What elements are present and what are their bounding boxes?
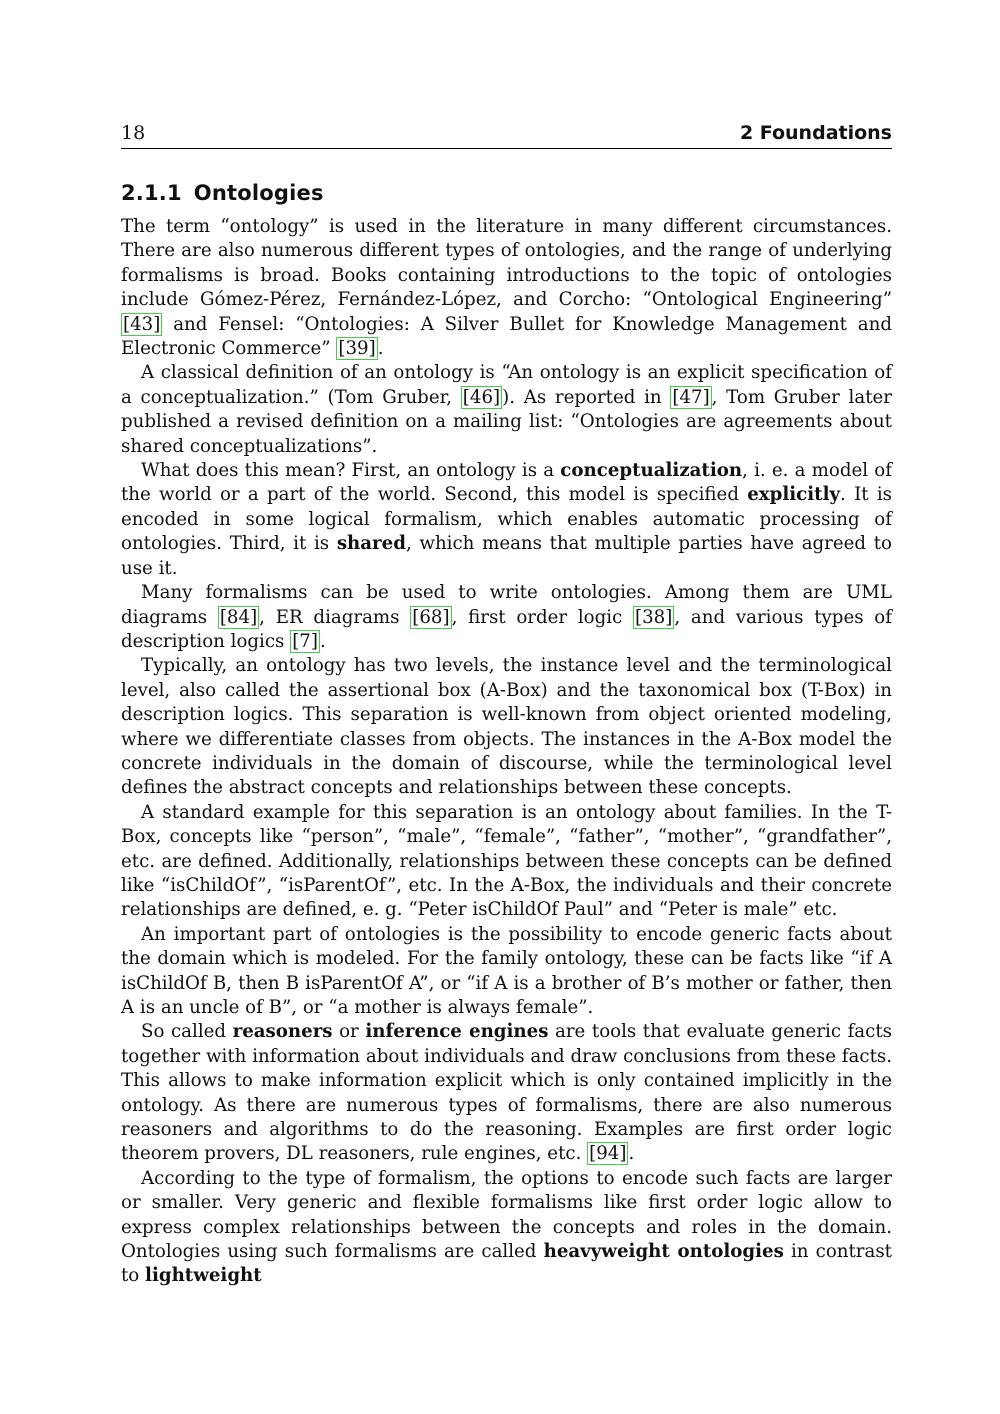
bold-term: lightweight <box>145 1265 262 1287</box>
text-run: , Tom Gruber later published a revised definition on a mailing list: “Ontologies are agreements about shared conceptualizations”. <box>121 386 892 457</box>
bold-term: explicitly <box>747 484 841 506</box>
citation-link[interactable]: [7] <box>292 630 318 652</box>
text-run: or <box>332 1021 366 1043</box>
text-run: . <box>377 338 384 360</box>
text-run: , ER diagrams <box>259 606 411 628</box>
citation-link[interactable]: [38] <box>635 606 673 628</box>
citation-link[interactable]: [39] <box>338 338 376 360</box>
section-number: 2.1.1 <box>121 181 182 205</box>
text-run: So called <box>141 1021 233 1043</box>
text-run: , i. e. a model of the world or a part of the world. Second, this model is specified <box>121 460 892 506</box>
text-run: A classical definition of an ontology is “An ontology is an explicit specification of a conceptualization.” (Tom Gruber, <box>121 362 892 408</box>
text-run: ). As reported in <box>502 386 671 408</box>
text-run: Many formalisms can be used to write ontologies. Among them are UML diagrams <box>121 582 892 628</box>
text-run: A standard example for this separation is an ontology about families. In the T-Box, concepts like “person”, “male”, “female”, “father”, “mother”, “grandfather”, etc. are defined. Additionally, relationships between these concepts can be defined like “isChildOf”, “isParentOf”, etc. In the A-Box, the individuals and their concrete relationships are defined, e. g. “Peter isChildOf Paul” and “Peter is male” etc. <box>121 801 892 921</box>
body-text <box>121 215 892 1289</box>
paragraph <box>121 923 892 1021</box>
citation-link[interactable]: [43] <box>123 313 161 335</box>
bold-term: conceptualization <box>560 460 743 482</box>
text-run: The term “ontology” is used in the literature in many different circumstances. There are also numerous different types of ontologies, and the range of underlying formalisms is broad. Books containing introductions to the topic of ontologies include Gómez-Pérez, Fernández-López, and Corcho: “Ontological Engineering” <box>121 216 892 311</box>
citation-link[interactable]: [46] <box>462 386 501 408</box>
paragraph <box>121 801 892 923</box>
bold-term: inference engines <box>365 1021 549 1043</box>
running-header <box>121 122 892 149</box>
text-run: An important part of ontologies is the possibility to encode generic facts about the domain which is modeled. For the family ontology, these can be facts like “if A isChildOf B, then B isParentOf A”, or “if A is a brother of B’s mother or father, then A is an uncle of B”, or “a mother is always female”. <box>121 923 892 1018</box>
text-run: are tools that evaluate generic facts together with information about individuals and draw conclusions from these facts. This allows to make information explicit which is only contained implicitly in the ontology. As there are numerous types of formalisms, there are also numerous reasoners and algorithms to do the reasoning. Examples are first order logic theorem provers, DL reasoners, rule engines, etc. <box>121 1021 892 1165</box>
citation-link[interactable]: [94] <box>589 1143 627 1165</box>
text-run: , which means that multiple parties have agreed to use it. <box>121 533 892 579</box>
section-heading <box>121 181 892 205</box>
citation-link[interactable]: [68] <box>412 606 450 628</box>
page-number: 18 <box>121 122 146 144</box>
citation-link[interactable]: [84] <box>219 606 258 628</box>
text-run: According to the type of formalism, the options to encode such facts are larger or smaller. Very generic and flexible formalisms like first order logic allow to express complex relationships between the concepts and roles in the domain. Ontologies using such formalisms are called <box>121 1167 892 1263</box>
paragraph <box>121 1167 892 1289</box>
text-run: . <box>319 630 326 652</box>
bold-term: shared <box>336 533 406 555</box>
text-run: in contrast to <box>121 1241 892 1287</box>
text-run: What does this mean? First, an ontology is a <box>141 460 561 482</box>
paragraph <box>121 459 892 581</box>
paragraph <box>121 215 892 361</box>
text-run: and Fensel: “Ontologies: A Silver Bullet for Knowledge Management and Electronic Commerce” <box>121 313 892 360</box>
bold-term: heavyweight ontologies <box>543 1241 784 1263</box>
paragraph <box>121 581 892 654</box>
citation-link[interactable]: [47] <box>672 386 710 408</box>
text-run: Typically, an ontology has two levels, the instance level and the terminological level, also called the assertional box (A-Box) and the taxonomical box (T-Box) in description logics. This separation is well-known from object oriented modeling, where we differentiate classes from objects. The instances in the A-Box model the concrete individuals in the domain of discourse, while the terminological level defines the abstract concepts and relationships between these concepts. <box>121 655 892 799</box>
chapter-title: 2 Foundations <box>739 122 892 144</box>
paragraph <box>121 361 892 459</box>
text-run: . <box>628 1143 635 1165</box>
text-run: , first order logic <box>451 606 634 628</box>
page <box>121 122 892 1289</box>
text-run: , and various types of description logics <box>121 606 892 652</box>
text-run: . It is encoded in some logical formalism, which enables automatic processing of ontologies. Third, it is <box>121 484 892 555</box>
paragraph <box>121 654 892 800</box>
paragraph <box>121 1020 892 1166</box>
section-title: Ontologies <box>193 181 324 205</box>
bold-term: reasoners <box>232 1021 333 1043</box>
